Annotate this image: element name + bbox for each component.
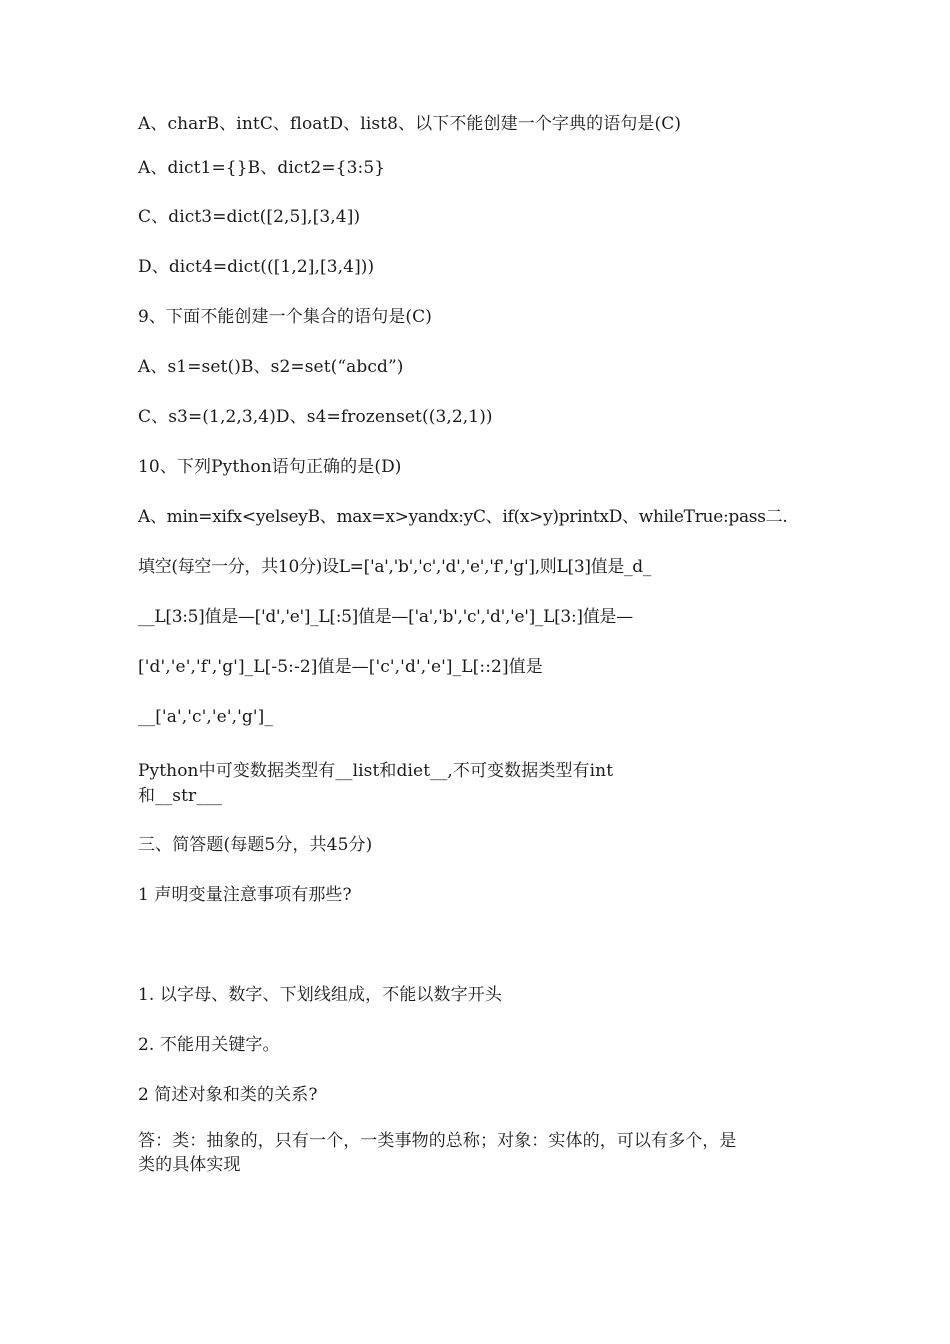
text-line: C、s3=(1,2,3,4)D、s4=frozenset((3,2,1)) [138,407,493,427]
text-line: 填空(每空一分，共10分)设L=['a','b','c','d','e','f','g'],则L[3]值是_d_ [138,557,652,577]
text-line: A、min=xifx<yelseyB、max=x>yandx:yC、if(x>y)printxD、whileTrue:pass二. [138,507,788,527]
text-line: C、dict3=dict([2,5],[3,4]) [138,207,361,227]
answer-line: 类的具体实现 [138,1155,241,1175]
text-line: A、charB、intC、floatD、list8、以下不能创建一个字典的语句是(C) [138,114,682,134]
text-line: ['d','e','f','g']_L[-5:-2]值是—['c','d','e']_L[::2]值是 [138,657,543,677]
text-line: A、s1=set()B、s2=set(“abcd”) [138,357,404,377]
text-line: 和__str___ [138,786,223,806]
text-line: 9、下面不能创建一个集合的语句是(C) [138,307,432,327]
text-line: A、dict1={}B、dict2={3:5} [138,158,386,178]
text-line: D、dict4=dict(([1,2],[3,4])) [138,257,375,277]
question: 1 声明变量注意事项有那些? [138,885,352,905]
text-line: 10、下列Python语句正确的是(D) [138,457,402,477]
text-line: __['a','c','e','g']_ [138,707,273,727]
section-heading: 三、简答题(每题5分，共45分) [138,835,373,855]
text-line: Python中可变数据类型有__list和diet__,不可变数据类型有int [138,761,614,781]
answer-line: 1. 以字母、数字、下划线组成，不能以数字开头 [138,985,502,1005]
question: 2 简述对象和类的关系? [138,1085,318,1105]
answer-line: 2. 不能用关键字。 [138,1035,280,1055]
text-line: __L[3:5]值是—['d','e']_L[:5]值是—['a','b','c','d','e']_L[3:]值是— [138,607,633,627]
answer-line: 答：类：抽象的，只有一个，一类事物的总称；对象：实体的，可以有多个，是 [138,1131,737,1151]
